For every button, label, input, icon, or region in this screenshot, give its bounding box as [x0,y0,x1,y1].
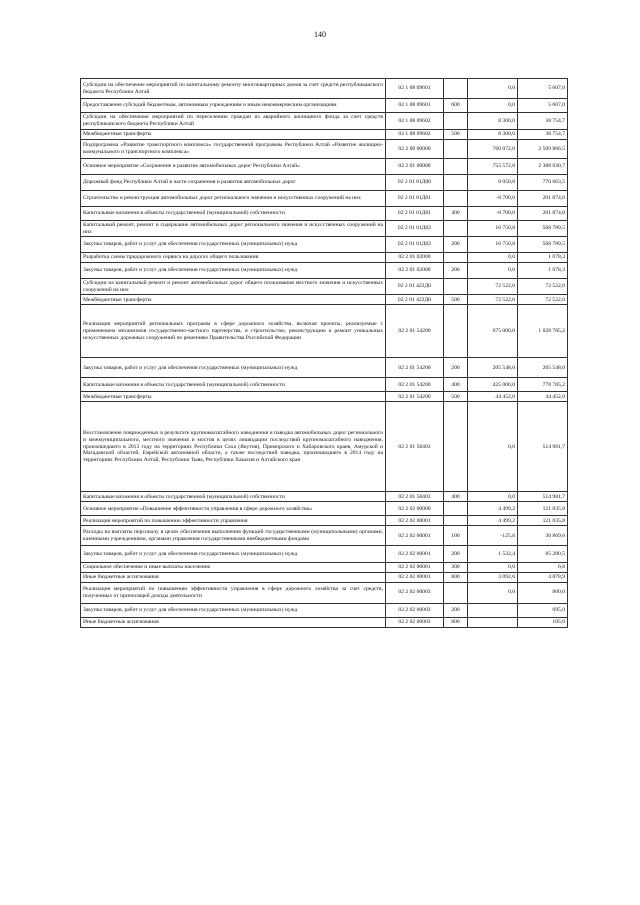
row-amount-total: 5 607,0 [518,79,568,99]
table-row [81,603,568,617]
row-expense-type [444,305,468,358]
row-code: 02 2 02 00001 [386,526,444,546]
row-name: Реализация мероприятий региональных программ в сфере дорожного хозяйства, включая проекты, реализуемые с применением механизмов государственно-частного партнерства, и строительство, реконструкцию и ремонт уникальных искусственных дорожных сооружений по решениям Правительства Российской Федерации [81,305,386,358]
table-row [81,358,568,378]
row-amount-total: 121 035,8 [518,516,568,526]
row-name: Закупка товаров, работ и услуг для обеспечения государственных (муниципальных) нужд [81,358,386,378]
table-row [81,295,568,305]
row-amount-change: 16 750,8 [468,221,518,237]
table-row [81,253,568,263]
row-amount-change: 675 000,0 [468,305,518,358]
row-amount-total: 44 452,0 [518,392,568,402]
table-row [81,237,568,253]
row-amount-total: 201 874,0 [518,207,568,221]
row-name: Иные бюджетные ассигнования [81,572,386,582]
row-code: 02 2 01 01Д01 [386,207,444,221]
row-expense-type [444,113,468,130]
row-code: 02 2 01 01Д02 [386,221,444,237]
row-amount-total: 568 789,5 [518,221,568,237]
row-amount-change: 0,0 [468,253,518,263]
row-name: Капитальные вложения в объекты государственной (муниципальной) собственности [81,378,386,392]
row-amount-total: 568 789,5 [518,237,568,253]
table-row [81,617,568,627]
row-expense-type: 200 [444,358,468,378]
table-row [81,263,568,279]
row-amount-total: 800,0 [518,582,568,603]
table-row [81,175,568,191]
table-row [81,159,568,175]
table-row [81,392,568,402]
row-name: Закупка товаров, работ и услуг для обеспечения государственных (муниципальных) нужд [81,237,386,253]
table-row [81,546,568,563]
row-expense-type: 200 [444,603,468,617]
row-expense-type [444,79,468,99]
row-amount-change: 8 050,8 [468,175,518,191]
row-code: 02 2 01 02000 [386,253,444,263]
row-amount-total: 30 869,6 [518,526,568,546]
table-row [81,130,568,140]
row-expense-type [444,140,468,159]
row-expense-type [444,502,468,516]
row-expense-type: 200 [444,546,468,563]
row-expense-type: 800 [444,617,468,627]
row-code: 02 1 08 09602 [386,113,444,130]
row-code: 02 2 02 00000 [386,502,444,516]
row-amount-change: 760 072,0 [468,140,518,159]
row-code: 02 2 00 00000 [386,140,444,159]
row-amount-total: 121 835,8 [518,502,568,516]
row-name: Основное мероприятие «Повышение эффективности управления в сфере дорожного хозяйства» [81,502,386,516]
row-code: 02 1 08 09602 [386,130,444,140]
row-name: Реализация мероприятий по повышению эффективности управления в сфере дорожного хозяйства за счет средств, полученных от приносящей доходы деятельности [81,582,386,603]
row-name: Капитальный ремонт, ремонт и содержание автомобильных дорог регионального значения и искусственных сооружений на них [81,221,386,237]
row-amount-change [468,603,518,617]
row-amount-change: 0,0 [468,582,518,603]
row-amount-total: 201 874,0 [518,191,568,207]
row-amount-change: 4 499,2 [468,502,518,516]
row-name: Капитальные вложения в объекты государственной (муниципальной) собственности [81,492,386,502]
row-expense-type: 200 [444,237,468,253]
row-amount-change: -8 700,0 [468,207,518,221]
table-row [81,140,568,159]
row-name: Предоставление субсидий бюджетным, автономным учреждениям и иным некоммерческим организациям [81,99,386,113]
row-name: Реализация мероприятий по повышению эффективности управления [81,516,386,526]
row-expense-type [444,402,468,492]
row-amount-total: 778 785,2 [518,378,568,392]
row-amount-total: 38 754,7 [518,113,568,130]
row-name: Субсидии на обеспечение мероприятий по капитальному ремонту многоквартирных домов за счет средств республиканского бюджета Республики Алтай [81,79,386,99]
row-expense-type: 200 [444,263,468,279]
row-amount-total: 1 078,3 [518,263,568,279]
row-amount-change: 0,0 [468,492,518,502]
table-row [81,526,568,546]
row-code: 02 2 02 00003 [386,603,444,617]
row-code: 02 1 08 09601 [386,99,444,113]
row-expense-type [444,582,468,603]
row-expense-type [444,175,468,191]
budget-table-body [81,79,568,628]
row-expense-type: 500 [444,295,468,305]
row-name: Социальное обеспечение и иные выплаты населению [81,563,386,573]
row-amount-change: 44 452,0 [468,392,518,402]
table-row [81,516,568,526]
row-amount-total: 6,8 [518,563,568,573]
row-name: Расходы на выплаты персоналу в целях обеспечения выполнения функций государственными (муниципальными) органами, казенными учреждениями, органами управления государственными внебюджетными фондами [81,526,386,546]
row-amount-change: 0,0 [468,563,518,573]
row-code: 02 2 02 00001 [386,563,444,573]
row-amount-total: 2 509 866,5 [518,140,568,159]
row-expense-type [444,159,468,175]
row-code: 02 2 01 422Д0 [386,279,444,295]
row-expense-type: 500 [444,392,468,402]
row-amount-total: 72 522,0 [518,279,568,295]
row-name: Межбюджетные трансферты [81,130,386,140]
table-row [81,207,568,221]
row-amount-total: 514 981,7 [518,492,568,502]
row-amount-change: 72 522,0 [468,295,518,305]
row-expense-type: 500 [444,130,468,140]
row-amount-total: 2 388 030,7 [518,159,568,175]
row-expense-type [444,221,468,237]
row-code: 02 2 02 00003 [386,582,444,603]
table-row [81,113,568,130]
table-row [81,221,568,237]
table-row [81,279,568,295]
row-code: 02 2 01 58403 [386,492,444,502]
table-row [81,191,568,207]
row-name: Основное мероприятие «Сохранение и развитие автомобильных дорог Республики Алтай» [81,159,386,175]
row-amount-total: 85 280,5 [518,546,568,563]
row-name: Межбюджетные трансферты [81,295,386,305]
table-row [81,502,568,516]
row-name: Дорожный фонд Республики Алтай в части сохранения и развития автомобильных дорог [81,175,386,191]
row-name: Иные бюджетные ассигнования [81,617,386,627]
row-amount-change: -8 700,0 [468,191,518,207]
table-row [81,402,568,492]
row-name: Разработка схемы придорожного сервиса на дорогах общего пользования [81,253,386,263]
row-amount-total: 4 878,9 [518,572,568,582]
row-code: 02 2 01 01Д00 [386,175,444,191]
row-amount-change: 0,0 [468,79,518,99]
row-code: 02 2 01 422Д0 [386,295,444,305]
row-expense-type: 600 [444,99,468,113]
row-code: 02 2 02 00003 [386,617,444,627]
table-row [81,378,568,392]
row-expense-type [444,191,468,207]
row-code: 02 2 01 54200 [386,305,444,358]
row-amount-change: 8 300,0 [468,113,518,130]
table-row [81,572,568,582]
row-expense-type [444,253,468,263]
row-name: Закупка товаров, работ и услуг для обеспечения государственных (муниципальных) нужд [81,603,386,617]
table-row [81,492,568,502]
table-row [81,582,568,603]
row-amount-total: 72 522,0 [518,295,568,305]
row-amount-change: 8 300,0 [468,130,518,140]
row-amount-change: 425 000,0 [468,378,518,392]
budget-table [80,78,568,628]
row-expense-type: 100 [444,526,468,546]
page-number: 140 [314,30,326,39]
row-amount-total: 1 028 785,2 [518,305,568,358]
row-name: Подпрограмма «Развитие транспортного комплекса» государственной программы Республики Алтай «Развитие жилищно-коммунального и транспортного комплекса» [81,140,386,159]
row-expense-type [444,279,468,295]
row-name: Субсидии на капитальный ремонт и ремонт автомобильных дорог общего пользования местного значения и искусственных сооружений на них [81,279,386,295]
row-expense-type [444,516,468,526]
row-code: 02 2 02 00001 [386,516,444,526]
row-amount-total: 5 607,0 [518,99,568,113]
row-code: 02 2 01 01Д02 [386,237,444,253]
row-amount-change: -125,8 [468,526,518,546]
row-name: Субсидии на обеспечение мероприятий по переселению граждан из аварийного жилищного фонда за счет средств республиканского бюджета Республики Алтай [81,113,386,130]
row-amount-change: 0,0 [468,402,518,492]
row-code: 02 2 01 02000 [386,263,444,279]
row-amount-change: 0,0 [468,99,518,113]
row-code: 02 2 01 54200 [386,358,444,378]
row-code: 02 2 01 01Д01 [386,191,444,207]
row-amount-total: 105,0 [518,617,568,627]
row-code: 02 2 02 00001 [386,546,444,563]
row-name: Закупка товаров, работ и услуг для обеспечения государственных (муниципальных) нужд [81,263,386,279]
row-amount-total: 514 981,7 [518,402,568,492]
row-expense-type: 300 [444,563,468,573]
table-row [81,305,568,358]
row-name: Закупка товаров, работ и услуг для обеспечения государственных (муниципальных) нужд [81,546,386,563]
row-code: 02 2 01 00000 [386,159,444,175]
row-amount-total: 205 548,0 [518,358,568,378]
row-name: Межбюджетные трансферты [81,392,386,402]
row-amount-change: 16 750,8 [468,237,518,253]
row-amount-change: 3 092,6 [468,572,518,582]
row-amount-change: 72 522,0 [468,279,518,295]
row-amount-change: 0,0 [468,263,518,279]
row-amount-change: 1 532,4 [468,546,518,563]
row-amount-change: 205 548,0 [468,358,518,378]
row-name: Восстановление поврежденных в результате крупномасштабного наводнения и паводка автомобильных дорог регионального и межмуниципального, местного значения и мостов в целях ликвидации последствий крупномасштабного наводнения, произошедшего в 2013 году на территориях Республики Саха (Якутия), Приморского и Хабаровского краев, Амурской и Магаданской областей, Еврейской автономной области, а также последствий паводка, произошедшего в 2014 году на территориях Республики Алтай, Республики Тыва, Республики Хакасия и Алтайского края [81,402,386,492]
row-name: Строительство и реконструкция автомобильных дорог регионального значения и искусственных сооружений на них [81,191,386,207]
table-row [81,79,568,99]
row-code: 02 2 02 00001 [386,572,444,582]
row-code: 02 2 01 58403 [386,402,444,492]
table-row [81,563,568,573]
row-expense-type: 400 [444,492,468,502]
row-expense-type: 400 [444,207,468,221]
row-amount-change: 755 572,8 [468,159,518,175]
row-expense-type: 800 [444,572,468,582]
row-code: 02 1 08 09601 [386,79,444,99]
row-amount-total: 695,0 [518,603,568,617]
row-amount-total: 1 078,3 [518,253,568,263]
row-amount-total: 770 663,5 [518,175,568,191]
row-code: 02 2 01 54200 [386,378,444,392]
row-amount-change: 4 499,2 [468,516,518,526]
row-code: 02 2 01 54200 [386,392,444,402]
row-name: Капитальные вложения в объекты государственной (муниципальной) собственности [81,207,386,221]
row-expense-type: 400 [444,378,468,392]
row-amount-total: 38 754,7 [518,130,568,140]
table-row [81,99,568,113]
row-amount-change [468,617,518,627]
